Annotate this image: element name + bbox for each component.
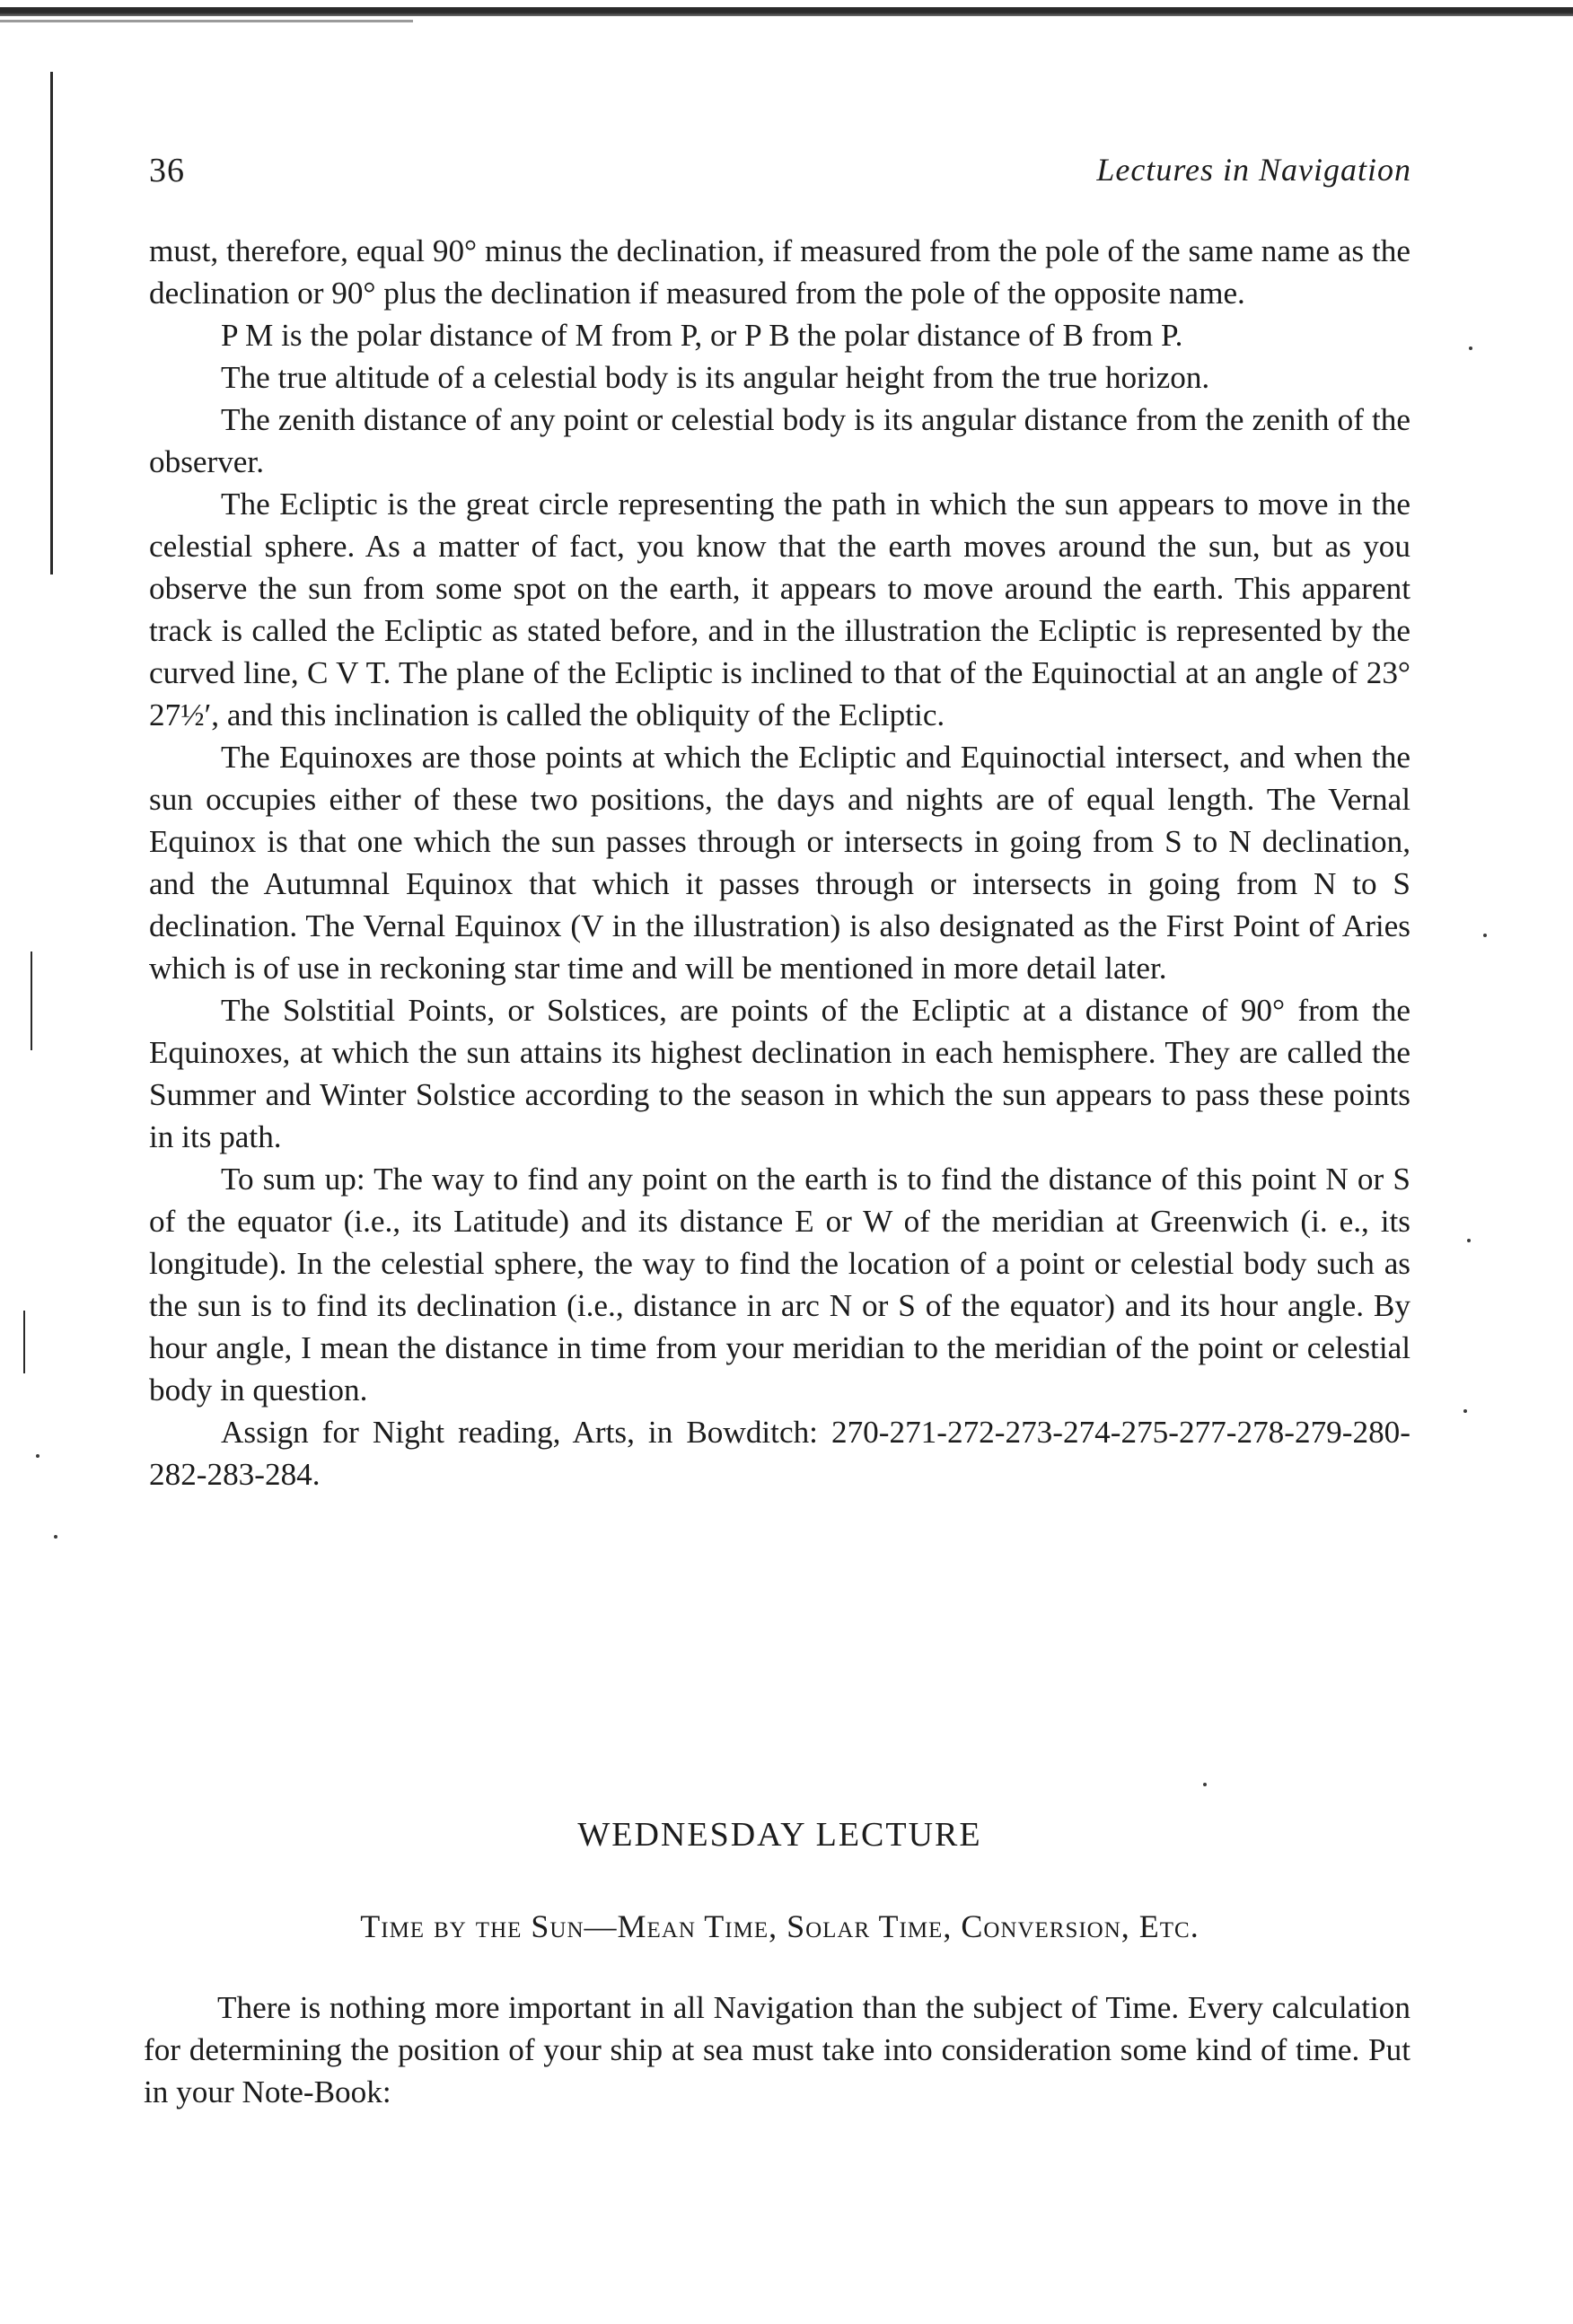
paragraph-equinoxes: The Equinoxes are those points at which the Ecliptic and Equinoctial intersect, and when the sun occupies either of these two positions, the days and nights are of equal length. The Vernal Equinox is that one which the sun passes through or intersects in going from S to N declination, and the Autumnal Equinox that which it passes through or intersects in going from N to S declination. The Vernal Equinox (V in the illustration) is also designated as the First Point of Aries which is of use in reckoning star time and will be mentioned in more detail later. <box>149 740 1410 986</box>
paragraph-polar-distance: P M is the polar distance of M from P, or P B the polar distance of B from P. <box>221 318 1183 353</box>
top-scan-rule-thin <box>0 20 413 22</box>
left-margin-scan-line <box>50 72 53 574</box>
scan-speck <box>1469 346 1472 350</box>
paragraph-night-reading: Assign for Night reading, Arts, in Bowditch: 270-271-272-273-274-275-277-278-279-280-282-283-284. <box>149 1415 1410 1492</box>
lecture-intro <box>144 1986 1410 2113</box>
left-margin-scan-mark <box>31 952 32 1050</box>
scan-speck <box>1463 1409 1467 1413</box>
lecture-subtitle: Time by the Sun—Mean Time, Solar Time, Conversion, Etc. <box>360 1908 1200 1944</box>
paragraph-sum-up: To sum up: The way to find any point on the earth is to find the distance of this point N or S of the equator (i.e., its Latitude) and its distance E or W of the meridian at Greenwich (i. e., its longitude). In the celestial sphere, the way to find the location of a point or celestial body such as the sun is to find its declination (i.e., distance in arc N or S of the equator) and its hour angle. By hour angle, I mean the distance in time from your meridian to the meridian of the point or celestial body in question. <box>149 1162 1410 1408</box>
scan-speck <box>54 1535 57 1539</box>
page-number: 36 <box>149 152 185 189</box>
scan-speck <box>1203 1783 1207 1786</box>
paragraph-zenith-distance: The zenith distance of any point or celestial body is its angular distance from the zenith of the observer. <box>149 402 1410 479</box>
running-head: Lectures in Navigation <box>1096 152 1411 188</box>
paragraph-ecliptic: The Ecliptic is the great circle representing the path in which the sun appears to move in the celestial sphere. As a matter of fact, you know that the earth moves around the sun, but as you observe the sun from some spot on the earth, it appears to move around the earth. This apparent track is called the Ecliptic as stated before, and in the illustration the Ecliptic is represented by the curved line, C V T. The plane of the Ecliptic is inclined to that of the Equinoctial at an angle of 23° 27½′, and this inclination is called the obliquity of the Ecliptic. <box>149 487 1410 732</box>
paragraph-solstices: The Solstitial Points, or Solstices, are points of the Ecliptic at a distance of 90° from the Equinoxes, at which the sun attains its highest declination in each hemisphere. They are called the Summer and Winter Solstice according to the season in which the sun appears to pass these points in its path. <box>149 993 1410 1154</box>
scan-speck <box>1467 1239 1471 1242</box>
paragraph-true-altitude: The true altitude of a celestial body is its angular height from the true horizon. <box>221 360 1210 395</box>
left-margin-scan-mark <box>23 1311 25 1373</box>
top-scan-rule <box>0 7 1573 16</box>
lecture-title: WEDNESDAY LECTURE <box>577 1816 982 1854</box>
body-text <box>149 230 1410 1495</box>
scan-speck <box>1483 934 1487 937</box>
scan-speck <box>36 1454 40 1458</box>
paragraph-declination-continuation: must, therefore, equal 90° minus the declination, if measured from the pole of the same name as the declination or 90° plus the declination if measured from the pole of the opposite name. <box>149 233 1410 311</box>
paragraph-time-intro: There is nothing more important in all Navigation than the subject of Time. Every calculation for determining the position of your ship at sea must take into consideration some kind of time. Put in your Note-Book: <box>144 1990 1410 2109</box>
